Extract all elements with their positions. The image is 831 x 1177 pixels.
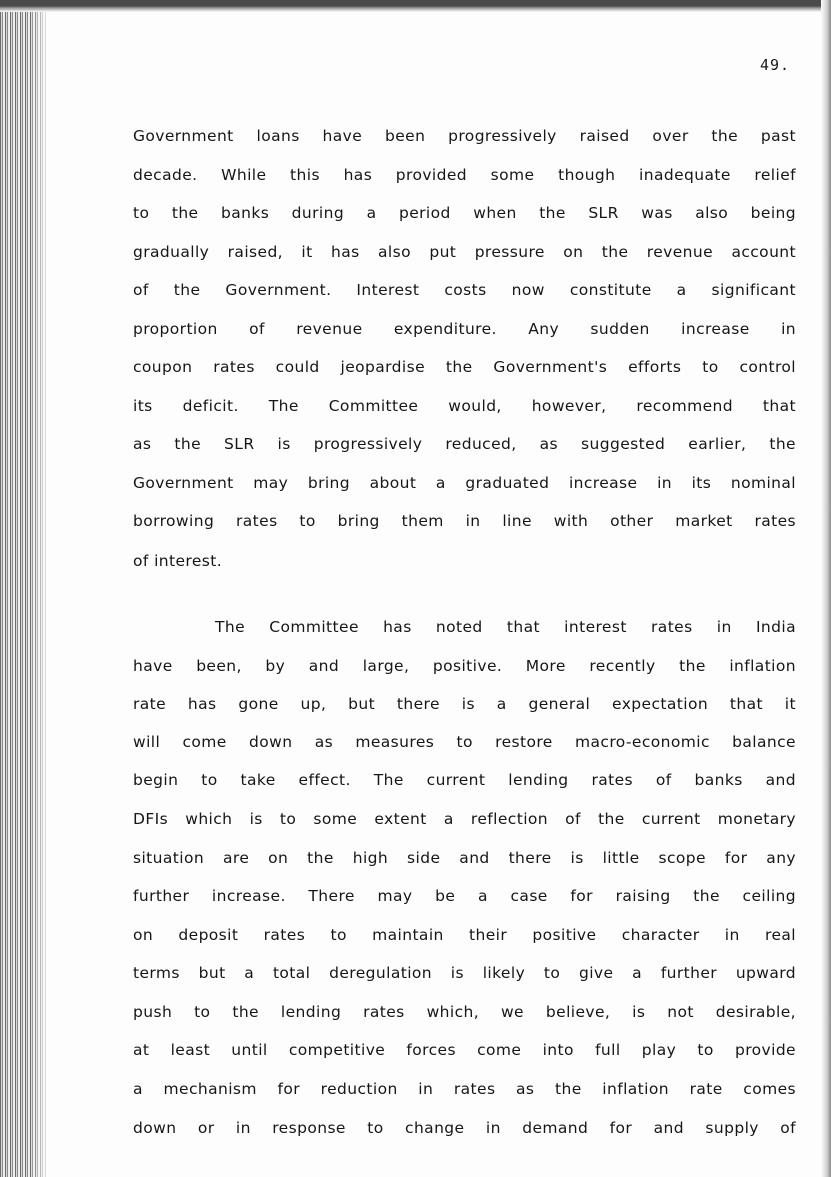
text-line: to the banks during a period when the SLR was also being — [133, 204, 796, 222]
text-line: decade. While this has provided some though inadequate relief — [133, 166, 796, 184]
text-line: further increase. There may be a case for raising the ceiling — [133, 887, 796, 905]
text-line: push to the lending rates which, we believe, is not desirable, — [133, 1003, 796, 1021]
text-line: Government may bring about a graduated increase in its nominal — [133, 474, 796, 492]
text-line: on deposit rates to maintain their positive character in real — [133, 926, 796, 944]
text-line: its deficit. The Committee would, however, recommend that — [133, 397, 796, 415]
text-line: as the SLR is progressively reduced, as suggested earlier, the — [133, 435, 796, 453]
text-line: have been, by and large, positive. More recently the inflation — [133, 657, 796, 675]
text-line: proportion of revenue expenditure. Any sudden increase in — [133, 320, 796, 338]
text-line: DFIs which is to some extent a reflection of the current monetary — [133, 810, 796, 828]
text-line: of the Government. Interest costs now constitute a significant — [133, 281, 796, 299]
page-number: 49. — [760, 56, 791, 74]
binding-shadow — [30, 0, 50, 1177]
text-line: down or in response to change in demand for and supply of — [133, 1119, 796, 1137]
text-line: of interest. — [133, 552, 223, 570]
text-line: terms but a total deregulation is likely to give a further upward — [133, 964, 796, 982]
text-line: a mechanism for reduction in rates as the inflation rate comes — [133, 1080, 796, 1098]
text-line: begin to take effect. The current lending rates of banks and — [133, 771, 796, 789]
text-line: rate has gone up, but there is a general expectation that it — [133, 695, 796, 713]
right-page-edge — [821, 0, 831, 1177]
text-line: coupon rates could jeopardise the Government's efforts to control — [133, 358, 796, 376]
text-line: at least until competitive forces come into full play to provide — [133, 1041, 796, 1059]
text-line: borrowing rates to bring them in line with other market rates — [133, 512, 796, 530]
text-line: Government loans have been progressively raised over the past — [133, 127, 796, 145]
text-line: situation are on the high side and there is little scope for any — [133, 849, 796, 867]
text-line: gradually raised, it has also put pressure on the revenue account — [133, 243, 796, 261]
text-line: will come down as measures to restore macro-economic balance — [133, 733, 796, 751]
top-page-edge — [0, 0, 831, 12]
text-line: The Committee has noted that interest rates in India — [215, 618, 796, 636]
